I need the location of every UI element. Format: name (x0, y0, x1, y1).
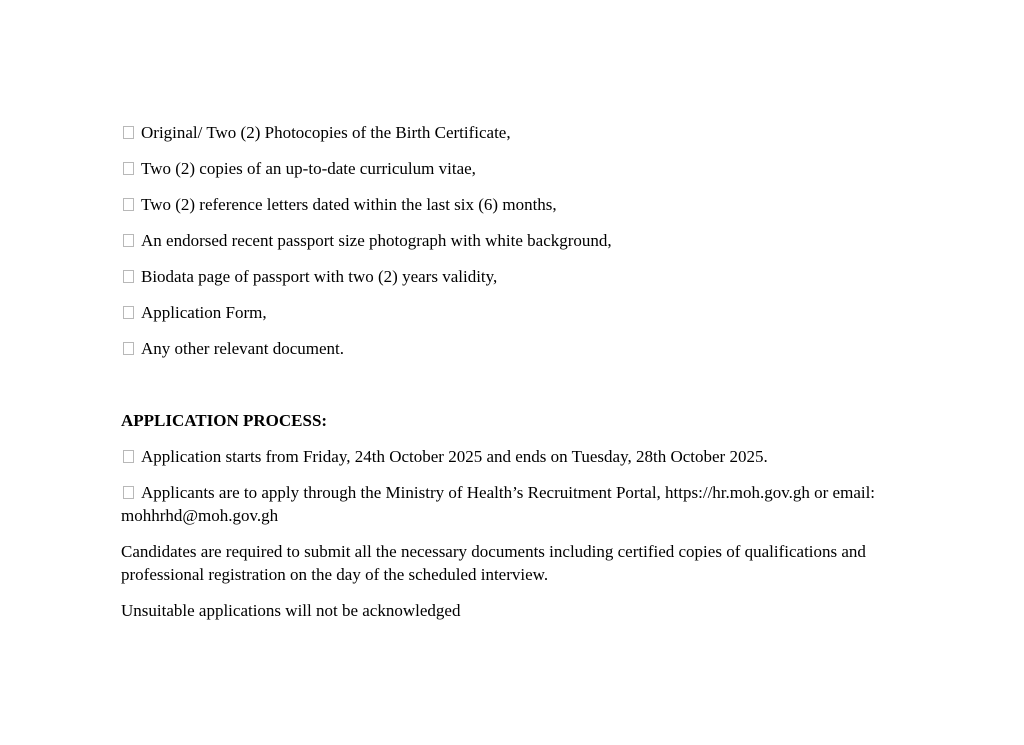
requirement-text: Application Form, (141, 303, 267, 322)
requirement-text: Two (2) copies of an up-to-date curriculum vitae, (141, 159, 476, 178)
bullet-box-icon (123, 234, 134, 247)
bullet-box-icon (123, 306, 134, 319)
requirement-text: Biodata page of passport with two (2) years validity, (141, 267, 498, 286)
application-process-heading: APPLICATION PROCESS: (121, 411, 328, 430)
requirement-item (121, 229, 911, 252)
requirement-text: Any other relevant document. (141, 339, 344, 358)
requirement-item (121, 337, 911, 360)
document-page (121, 121, 911, 635)
bullet-box-icon (123, 198, 134, 211)
bullet-box-icon (123, 342, 134, 355)
requirement-item (121, 157, 911, 180)
bullet-box-icon (123, 126, 134, 139)
requirement-item (121, 121, 911, 144)
process-text: Applicants are to apply through the Ministry of Health’s Recruitment Portal, https://hr.moh.gov.gh or email: mohhrhd@moh.gov.gh (121, 483, 876, 525)
unsuitable-notice: Unsuitable applications will not be acknowledged (121, 601, 461, 620)
process-item (121, 445, 911, 468)
requirement-text: Two (2) reference letters dated within the last six (6) months, (141, 195, 557, 214)
requirement-item (121, 265, 911, 288)
bullet-box-icon (123, 450, 134, 463)
requirement-item (121, 193, 911, 216)
documents-paragraph: Candidates are required to submit all the necessary documents including certified copies of qualifications and professional registration on the day of the scheduled interview. (121, 542, 866, 584)
bullet-box-icon (123, 486, 134, 499)
requirement-text: Original/ Two (2) Photocopies of the Birth Certificate, (141, 123, 511, 142)
requirements-list (121, 121, 911, 360)
requirement-text: An endorsed recent passport size photograph with white background, (141, 231, 612, 250)
requirement-item (121, 301, 911, 324)
bullet-box-icon (123, 270, 134, 283)
process-item (121, 481, 911, 527)
bullet-box-icon (123, 162, 134, 175)
process-text: Application starts from Friday, 24th October 2025 and ends on Tuesday, 28th October 2025. (141, 447, 768, 466)
